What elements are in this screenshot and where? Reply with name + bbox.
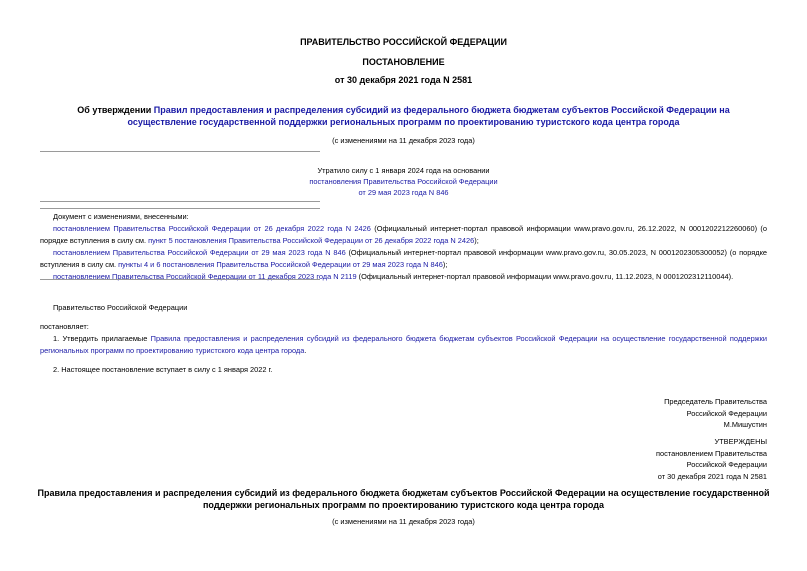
document-type: ПОСТАНОВЛЕНИЕ xyxy=(362,57,445,67)
p1-prefix: 1. Утвердить прилагаемые xyxy=(53,334,151,343)
expired-link-2[interactable]: от 29 мая 2023 года N 846 xyxy=(358,188,449,197)
signature-org: Российской Федерации xyxy=(686,408,767,418)
change-item-2 xyxy=(40,247,767,271)
p1-end: . xyxy=(304,346,307,355)
signature-block xyxy=(664,396,767,431)
rules-title: Правила предоставления и распределения субсидий из федерального бюджета бюджетам субъектов Российской Федерации на осуществление государственной поддержки региональных программ по проектированию туристского кода центра города xyxy=(37,488,770,510)
document-title xyxy=(42,104,765,128)
approved-block xyxy=(656,436,767,482)
change-2-text: (Официальный интернет-портал правовой информации www.pravo.gov.ru, 30.05.2023, N 0001202305300052) (о порядке вступления в силу см. xyxy=(40,248,767,269)
amended-note: (с изменениями на 11 декабря 2023 года) xyxy=(332,136,475,145)
expired-notice xyxy=(0,165,807,198)
change-1-end: ); xyxy=(474,236,479,245)
signature-title: Председатель Правительства xyxy=(664,397,767,406)
divider xyxy=(40,201,320,202)
divider xyxy=(40,208,320,209)
paragraph-2: 2. Настоящее постановление вступает в силу с 1 января 2022 г. xyxy=(53,365,273,374)
body-decides: постановляет: xyxy=(40,322,89,331)
paragraph-1 xyxy=(40,333,767,357)
signature-name: М.Мишустин xyxy=(723,420,767,429)
change-1-link[interactable]: постановлением Правительства Российской Федерации от 26 декабря 2022 года N 2426 xyxy=(53,224,371,233)
approved-heading: УТВЕРЖДЕНЫ xyxy=(714,437,767,446)
change-3-text: (Официальный интернет-портал правовой информации www.pravo.gov.ru, 11.12.2023, N 0001202312110044). xyxy=(356,272,734,281)
changes-intro: Документ с изменениями, внесенными: xyxy=(53,212,189,221)
change-1-text: (Официальный интернет-портал правовой информации www.pravo.gov.ru, 26.12.2022, N 0001202212260060) (о порядке вступления в силу см. xyxy=(40,224,767,245)
change-3-link[interactable]: постановлением Правительства Российской Федерации от 11 декабря 2023 года N 2119 xyxy=(53,272,357,281)
title-prefix: Об утверждении xyxy=(77,105,154,115)
expired-text: Утратило силу с 1 января 2024 года на основании xyxy=(317,166,490,175)
approved-line-2: постановлением Правительства xyxy=(656,448,767,458)
change-2-end: ); xyxy=(442,260,448,269)
change-item-3 xyxy=(40,271,767,283)
approved-line-4: от 30 декабря 2021 года N 2581 xyxy=(657,471,767,481)
p1-rules-link[interactable]: Правила предоставления и распределения субсидий из федерального бюджета бюджетам субъектов Российской Федерации на осуществление государственной поддержки региональных программ по проектированию туристского кода центра города xyxy=(40,334,767,355)
government-heading: ПРАВИТЕЛЬСТВО РОССИЙСКОЙ ФЕДЕРАЦИИ xyxy=(300,37,507,47)
rules-amended-note: (с изменениями на 11 декабря 2023 года) xyxy=(332,517,475,526)
changes-block xyxy=(40,211,767,283)
approved-line-3: Российской Федерации xyxy=(686,460,767,469)
change-1-link-2[interactable]: пункт 5 постановления Правительства Российской Федерации от 26 декабря 2022 года N 2426 xyxy=(148,236,475,245)
change-2-link[interactable]: постановлением Правительства Российской Федерации от 29 мая 2023 года N 846 xyxy=(53,248,346,257)
divider xyxy=(40,151,320,152)
title-link[interactable]: Правил предоставления и распределения субсидий из федерального бюджета бюджетам субъектов Российской Федерации на осуществление государственной поддержки региональных программ по проектированию туристского кода центра города xyxy=(127,105,730,127)
expired-link-1[interactable]: постановления Правительства Российской Федерации xyxy=(309,177,498,186)
body-government: Правительство Российской Федерации xyxy=(53,303,188,312)
change-item-1 xyxy=(40,223,767,247)
change-2-link-2[interactable]: пункты 4 и 6 постановления Правительства Российской Федерации от 29 мая 2023 года N 846 xyxy=(118,260,443,269)
divider xyxy=(40,279,320,280)
document-date-number: от 30 декабря 2021 года N 2581 xyxy=(334,75,473,85)
